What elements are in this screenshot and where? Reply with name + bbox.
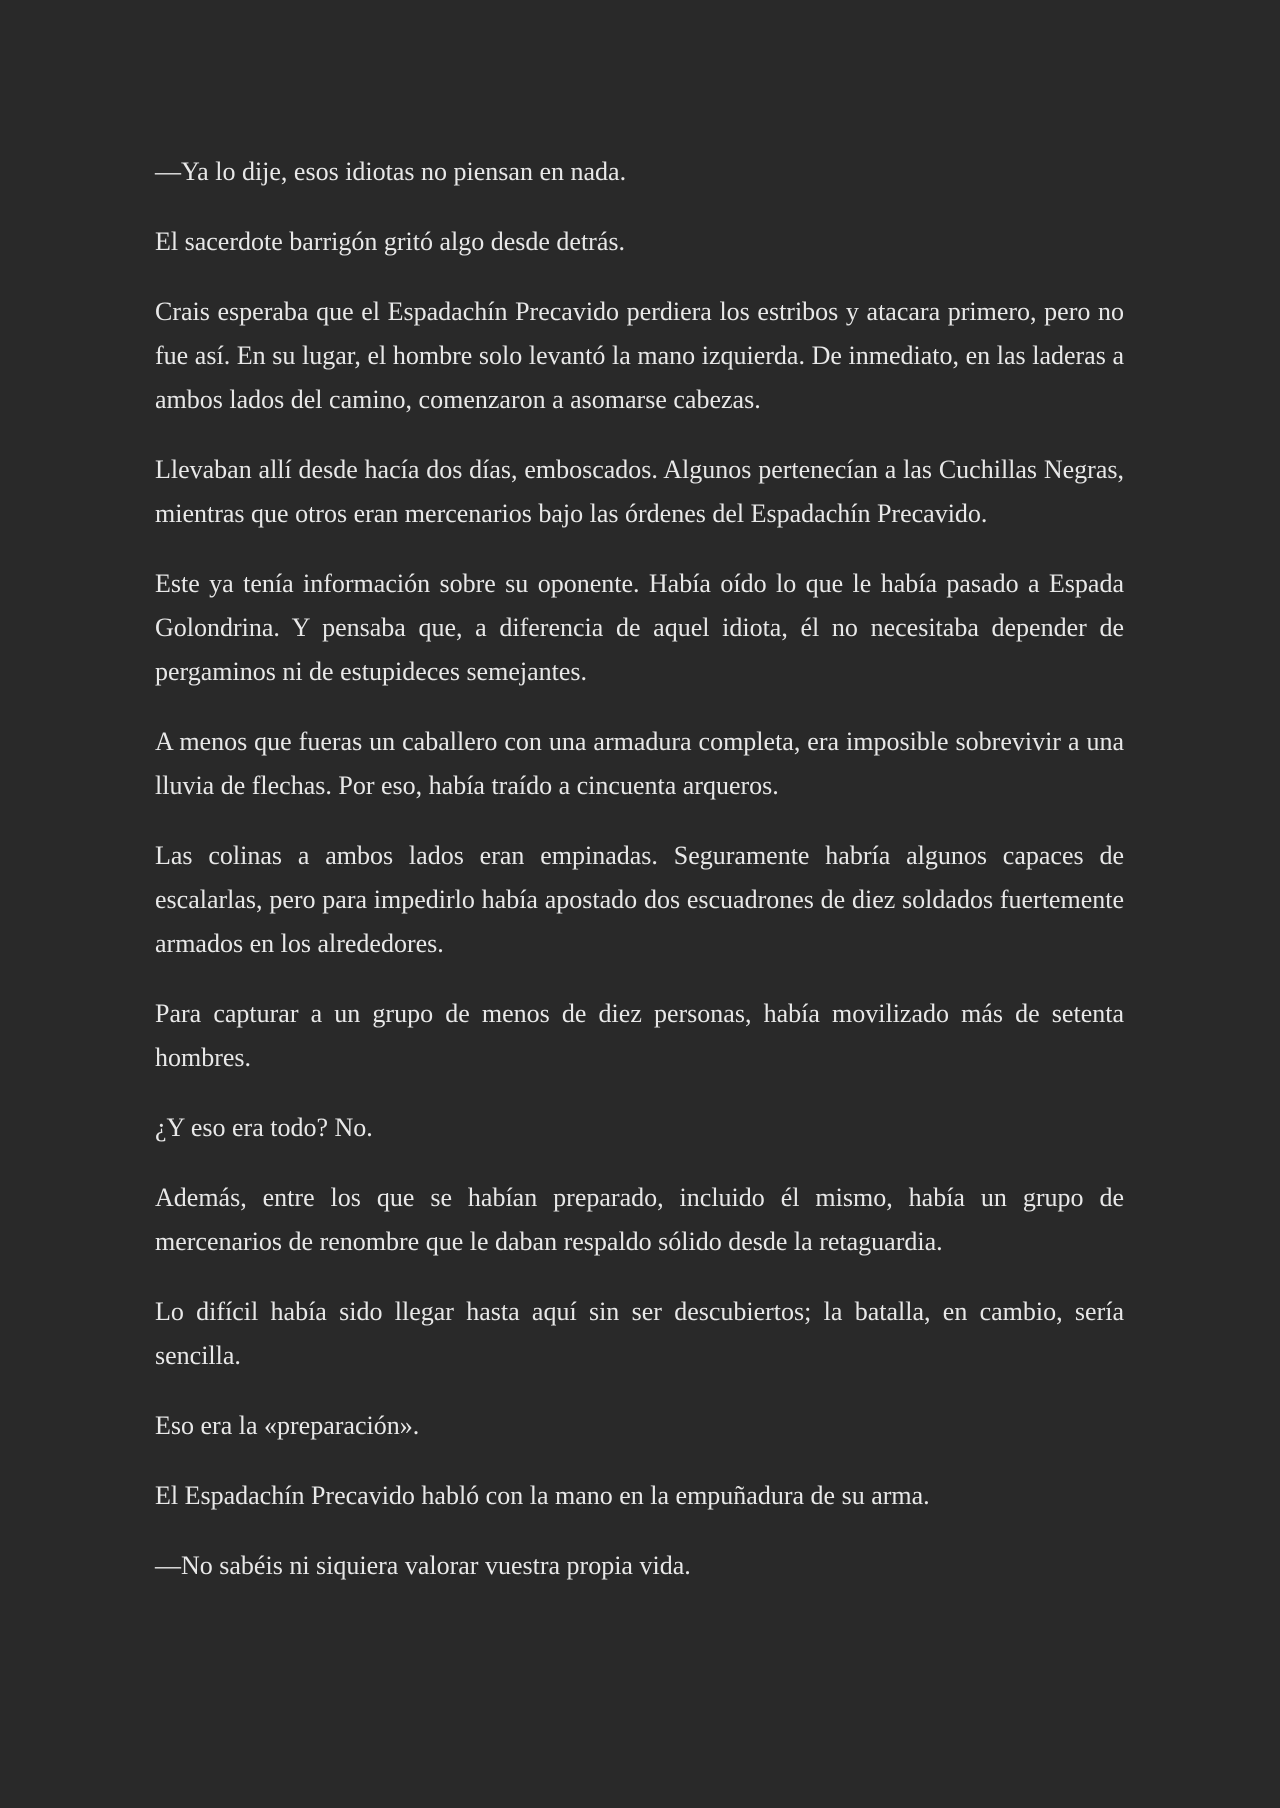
paragraph: Crais esperaba que el Espadachín Precavido perdiera los estribos y atacara primero, pero no fue así. En su lugar, el hombre solo levantó la mano izquierda. De inmediato, en las laderas a ambos lados del camino, comenzaron a asomarse cabezas.: [155, 297, 1124, 414]
paragraph: Este ya tenía información sobre su oponente. Había oído lo que le había pasado a Espada Golondrina. Y pensaba que, a diferencia de aquel idiota, él no necesitaba depender de pergaminos ni de estupideces semejantes.: [155, 569, 1124, 686]
paragraph: A menos que fueras un caballero con una armadura completa, era imposible sobrevivir a una lluvia de flechas. Por eso, había traído a cincuenta arqueros.: [155, 727, 1124, 800]
paragraph: Para capturar a un grupo de menos de diez personas, había movilizado más de setenta hombres.: [155, 999, 1124, 1072]
paragraph: —No sabéis ni siquiera valorar vuestra propia vida.: [155, 1551, 691, 1580]
paragraph: Además, entre los que se habían preparado, incluido él mismo, había un grupo de mercenarios de renombre que le daban respaldo sólido desde la retaguardia.: [155, 1183, 1124, 1256]
paragraph: —Ya lo dije, esos idiotas no piensan en nada.: [155, 157, 627, 186]
reader-page: [155, 150, 1124, 1614]
paragraph: Llevaban allí desde hacía dos días, emboscados. Algunos pertenecían a las Cuchillas Negras, mientras que otros eran mercenarios bajo las órdenes del Espadachín Precavido.: [155, 455, 1124, 528]
paragraph: Eso era la «preparación».: [155, 1411, 420, 1440]
paragraph: El Espadachín Precavido habló con la mano en la empuñadura de su arma.: [155, 1481, 930, 1510]
paragraph: ¿Y eso era todo? No.: [155, 1113, 373, 1142]
paragraph: Lo difícil había sido llegar hasta aquí sin ser descubiertos; la batalla, en cambio, sería sencilla.: [155, 1297, 1124, 1370]
paragraph: Las colinas a ambos lados eran empinadas. Seguramente habría algunos capaces de escalarlas, pero para impedirlo había apostado dos escuadrones de diez soldados fuertemente armados en los alrededores.: [155, 841, 1124, 958]
paragraph: El sacerdote barrigón gritó algo desde detrás.: [155, 227, 625, 256]
